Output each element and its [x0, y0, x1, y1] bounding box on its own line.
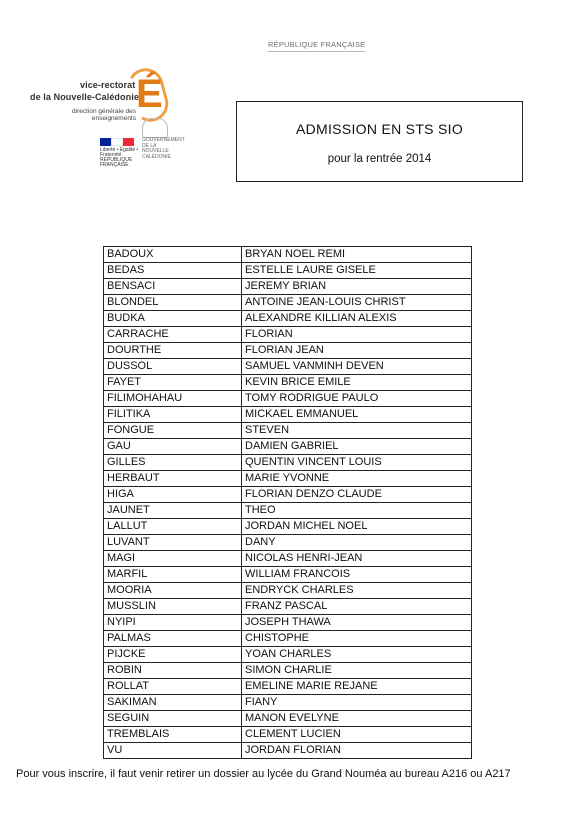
student-last-name: SAKIMAN: [104, 695, 242, 711]
french-flag-icon: [100, 138, 134, 146]
table-row: [104, 631, 472, 647]
table-row: [104, 263, 472, 279]
student-first-names: FRANZ PASCAL: [242, 599, 472, 615]
student-last-name: FILIMOHAHAU: [104, 391, 242, 407]
student-first-names: FLORIAN DENZO CLAUDE: [242, 487, 472, 503]
student-first-names: SIMON CHARLIE: [242, 663, 472, 679]
student-first-names: JORDAN MICHEL NOEL: [242, 519, 472, 535]
student-first-names: JOSEPH THAWA: [242, 615, 472, 631]
student-last-name: BLONDEL: [104, 295, 242, 311]
table-row: [104, 615, 472, 631]
student-last-name: PIJCKE: [104, 647, 242, 663]
page-subtitle: pour la rentrée 2014: [327, 153, 432, 165]
table-row: [104, 471, 472, 487]
student-first-names: DAMIEN GABRIEL: [242, 439, 472, 455]
student-last-name: VU: [104, 743, 242, 759]
table-row: [104, 695, 472, 711]
student-first-names: CHISTOPHE: [242, 631, 472, 647]
student-last-name: NYIPI: [104, 615, 242, 631]
student-first-names: JORDAN FLORIAN: [242, 743, 472, 759]
student-first-names: STEVEN: [242, 423, 472, 439]
table-row: [104, 439, 472, 455]
student-last-name: GAU: [104, 439, 242, 455]
student-first-names: MARIE YVONNE: [242, 471, 472, 487]
student-first-names: MICKAEL EMMANUEL: [242, 407, 472, 423]
student-first-names: EMELINE MARIE REJANE: [242, 679, 472, 695]
student-first-names: MANON EVELYNE: [242, 711, 472, 727]
student-last-name: ROBIN: [104, 663, 242, 679]
table-row: [104, 455, 472, 471]
table-row: [104, 711, 472, 727]
student-first-names: BRYAN NOEL REMI: [242, 247, 472, 263]
table-row: [104, 487, 472, 503]
flag-caption: Liberté • Égalité • Fraternité RÉPUBLIQUE FRANÇAISE: [100, 147, 139, 168]
table-row: [104, 743, 472, 759]
student-first-names: ALEXANDRE KILLIAN ALEXIS: [242, 311, 472, 327]
table-row: [104, 567, 472, 583]
student-last-name: HERBAUT: [104, 471, 242, 487]
student-first-names: QUENTIN VINCENT LOUIS: [242, 455, 472, 471]
table-row: [104, 519, 472, 535]
table-row: [104, 583, 472, 599]
table-row: [104, 503, 472, 519]
republique-francaise-heading: RÉPUBLIQUE FRANÇAISE: [268, 40, 365, 52]
table-row: [104, 311, 472, 327]
student-last-name: MARFIL: [104, 567, 242, 583]
table-row: [104, 679, 472, 695]
admitted-students-table: [103, 246, 472, 759]
table-row: [104, 327, 472, 343]
logo-e-letter-icon: É: [136, 72, 163, 116]
table-row: [104, 247, 472, 263]
student-first-names: ESTELLE LAURE GISELE: [242, 263, 472, 279]
student-last-name: ROLLAT: [104, 679, 242, 695]
registration-instructions: Pour vous inscrire, il faut venir retirer un dossier au lycée du Grand Nouméa au bureau A216 ou A217: [16, 768, 511, 780]
student-last-name: FILITIKA: [104, 407, 242, 423]
student-first-names: ENDRYCK CHARLES: [242, 583, 472, 599]
student-first-names: FLORIAN JEAN: [242, 343, 472, 359]
table-row: [104, 551, 472, 567]
nouvelle-caledonie-emblem-icon: [142, 118, 168, 138]
table-row: [104, 535, 472, 551]
student-first-names: TOMY RODRIGUE PAULO: [242, 391, 472, 407]
student-last-name: MOORIA: [104, 583, 242, 599]
student-last-name: BUDKA: [104, 311, 242, 327]
student-first-names: WILLIAM FRANCOIS: [242, 567, 472, 583]
student-last-name: HIGA: [104, 487, 242, 503]
logo-line-1: vice-rectorat: [80, 80, 136, 90]
student-last-name: LALLUT: [104, 519, 242, 535]
student-last-name: DOURTHE: [104, 343, 242, 359]
table-row: [104, 295, 472, 311]
table-row: [104, 663, 472, 679]
student-last-name: MAGI: [104, 551, 242, 567]
table-row: [104, 423, 472, 439]
table-row: [104, 279, 472, 295]
student-first-names: FLORIAN: [242, 327, 472, 343]
student-last-name: LUVANT: [104, 535, 242, 551]
emblem-caption: GOUVERNEMENT DE LA NOUVELLE CALÉDONIE: [142, 137, 185, 160]
vice-rectorat-logo: [30, 60, 190, 168]
student-first-names: KEVIN BRICE EMILE: [242, 375, 472, 391]
table-row: [104, 599, 472, 615]
student-last-name: FONGUE: [104, 423, 242, 439]
page-title: ADMISSION EN STS SIO: [295, 121, 464, 137]
table-row: [104, 391, 472, 407]
student-last-name: JAUNET: [104, 503, 242, 519]
student-first-names: SAMUEL VANMINH DEVEN: [242, 359, 472, 375]
title-box: [236, 101, 523, 182]
student-last-name: BEDAS: [104, 263, 242, 279]
student-last-name: FAYET: [104, 375, 242, 391]
student-last-name: PALMAS: [104, 631, 242, 647]
student-last-name: BADOUX: [104, 247, 242, 263]
student-first-names: DANY: [242, 535, 472, 551]
student-first-names: FIANY: [242, 695, 472, 711]
student-last-name: SEGUIN: [104, 711, 242, 727]
student-first-names: ANTOINE JEAN-LOUIS CHRIST: [242, 295, 472, 311]
student-first-names: NICOLAS HENRI-JEAN: [242, 551, 472, 567]
student-last-name: DUSSOL: [104, 359, 242, 375]
logo-line-3: direction générale des enseignements: [72, 108, 136, 122]
table-row: [104, 343, 472, 359]
student-last-name: TREMBLAIS: [104, 727, 242, 743]
logo-line-2: de la Nouvelle-Calédonie: [30, 92, 139, 102]
table-row: [104, 375, 472, 391]
student-first-names: JEREMY BRIAN: [242, 279, 472, 295]
table-row: [104, 647, 472, 663]
table-row: [104, 407, 472, 423]
student-last-name: CARRACHE: [104, 327, 242, 343]
table-row: [104, 359, 472, 375]
student-first-names: THEO: [242, 503, 472, 519]
student-first-names: YOAN CHARLES: [242, 647, 472, 663]
student-first-names: CLEMENT LUCIEN: [242, 727, 472, 743]
student-last-name: BENSACI: [104, 279, 242, 295]
student-last-name: MUSSLIN: [104, 599, 242, 615]
table-row: [104, 727, 472, 743]
student-last-name: GILLES: [104, 455, 242, 471]
